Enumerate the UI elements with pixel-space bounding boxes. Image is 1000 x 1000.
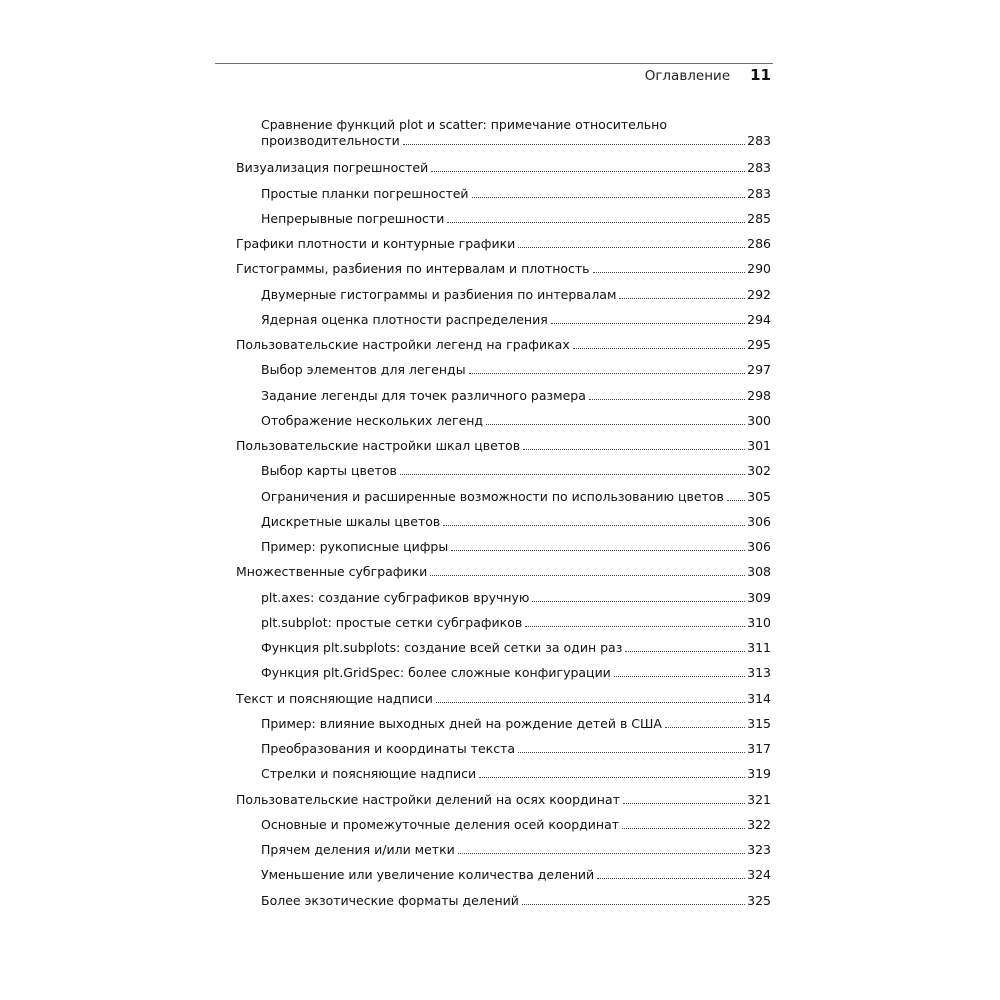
- toc-entry: [236, 665, 771, 681]
- toc-entry-title: plt.subplot: простые сетки субграфиков: [261, 614, 523, 630]
- toc-entry: [236, 564, 771, 580]
- toc-entry-page: 325: [747, 892, 771, 908]
- dot-leader: [403, 144, 745, 145]
- toc-entry-page: 314: [747, 690, 771, 706]
- toc-entry: [236, 741, 771, 757]
- dot-leader: [525, 626, 745, 627]
- toc-entry-title: Выбор элементов для легенды: [261, 362, 466, 378]
- dot-leader: [625, 651, 745, 652]
- toc-entry: [236, 615, 771, 631]
- toc-entry: [236, 312, 771, 328]
- toc-entry: [236, 893, 771, 909]
- dot-leader: [447, 222, 745, 223]
- toc-entry-page: 301: [747, 438, 771, 453]
- header-rule: [215, 63, 773, 64]
- dot-leader: [522, 904, 745, 905]
- toc-entry: [236, 117, 771, 151]
- toc-entry-title: Прячем деления и/или метки: [261, 842, 455, 857]
- dot-leader: [551, 323, 745, 324]
- toc-entry: [236, 160, 771, 176]
- toc-entry-page: 283: [747, 133, 771, 148]
- toc-entry-page: 285: [747, 210, 771, 226]
- page-number: 11: [750, 66, 771, 84]
- toc-entry-title: Задание легенды для точек различного размера: [261, 387, 586, 403]
- toc-entry: [236, 211, 771, 227]
- toc-entry-page: 305: [747, 488, 771, 504]
- toc-entry-title: Выбор карты цветов: [261, 463, 397, 479]
- toc-entry: [236, 817, 771, 833]
- dot-leader: [665, 727, 745, 728]
- toc-entry-title: Непрерывные погрешности: [261, 210, 445, 226]
- toc-entry-page: 302: [747, 463, 771, 479]
- toc-entry-title: Уменьшение или увеличение количества делений: [261, 867, 595, 883]
- toc-entry-title: Двумерные гистограммы и разбиения по интервалам: [261, 286, 617, 302]
- toc-entry-page: 295: [747, 337, 771, 352]
- toc-entry-page: 322: [747, 816, 771, 832]
- toc-entry: [236, 236, 771, 252]
- toc-entry-title: Пример: рукописные цифры: [261, 539, 449, 554]
- toc-entry-title: Ограничения и расширенные возможности по использованию цветов: [261, 488, 724, 504]
- toc-entry-title: Преобразования и координаты текста: [261, 741, 516, 756]
- toc-entry-page: 283: [747, 160, 771, 176]
- toc-entry-page: 323: [747, 842, 771, 857]
- toc-entry: [236, 388, 771, 404]
- dot-leader: [523, 449, 745, 450]
- dot-leader: [597, 878, 745, 879]
- toc-entry: [236, 438, 771, 454]
- toc-entry-title-line2: производительности: [261, 133, 400, 148]
- toc-entry-title-line1: Сравнение функций plot и scatter: примечание относительно: [261, 117, 667, 132]
- running-header-title: Оглавление: [644, 68, 731, 84]
- toc-entry: [236, 716, 771, 732]
- dot-leader: [472, 197, 746, 198]
- toc-entry-title: Визуализация погрешностей: [236, 160, 429, 176]
- dot-leader: [727, 500, 745, 501]
- toc-entry-page: 290: [747, 261, 771, 277]
- toc-entry-title: plt.axes: создание субграфиков вручную: [261, 589, 530, 605]
- toc-entry-page: 294: [747, 311, 771, 327]
- toc-entry-page: 321: [747, 791, 771, 807]
- toc-entry: [236, 539, 771, 555]
- toc-entry: [236, 842, 771, 858]
- toc-entry: [236, 186, 771, 202]
- dot-leader: [469, 373, 746, 374]
- toc-entry-title: Графики плотности и контурные графики: [236, 236, 516, 251]
- dot-leader: [593, 272, 746, 273]
- dot-leader: [443, 525, 745, 526]
- toc-entry-title: Простые планки погрешностей: [261, 185, 469, 201]
- dot-leader: [518, 752, 745, 753]
- running-header: [645, 66, 771, 84]
- toc-entry-title: Гистограммы, разбиения по интервалам и плотность: [236, 261, 590, 277]
- dot-leader: [589, 399, 745, 400]
- toc-entry-page: 283: [747, 185, 771, 201]
- toc-entry-title: Дискретные шкалы цветов: [261, 513, 441, 529]
- toc-entry-page: 317: [747, 741, 771, 756]
- toc-entry: [236, 413, 771, 429]
- toc-entry-title: Ядерная оценка плотности распределения: [261, 311, 548, 327]
- dot-leader: [479, 777, 745, 778]
- toc-entry-title: Текст и поясняющие надписи: [236, 690, 433, 706]
- toc-entry: [236, 337, 771, 353]
- toc-entry-title: Множественные субграфики: [236, 564, 428, 580]
- dot-leader: [622, 828, 745, 829]
- toc-entry: [236, 792, 771, 808]
- toc-entry: [236, 287, 771, 303]
- toc-entry-title: Более экзотические форматы делений: [261, 892, 519, 908]
- toc-entry-title: Пользовательские настройки легенд на графиках: [236, 337, 570, 352]
- toc-entry: [236, 691, 771, 707]
- toc-entry-page: 308: [747, 564, 771, 580]
- dot-leader: [486, 424, 745, 425]
- toc-entry-page: 315: [747, 715, 771, 731]
- toc-entry-page: 298: [747, 387, 771, 403]
- toc-entry: [236, 766, 771, 782]
- toc-entry-page: 313: [747, 665, 771, 681]
- toc-entry-title: Функция plt.subplots: создание всей сетки за один раз: [261, 640, 623, 655]
- dot-leader: [430, 575, 745, 576]
- toc-entry-page: 297: [747, 362, 771, 378]
- toc-entry-page: 306: [747, 539, 771, 554]
- toc-entry: [236, 640, 771, 656]
- table-of-contents: [236, 117, 771, 909]
- toc-entry-page: 306: [747, 513, 771, 529]
- toc-entry-page: 324: [747, 867, 771, 883]
- toc-entry: [236, 362, 771, 378]
- toc-entry-title: Пользовательские настройки шкал цветов: [236, 438, 521, 453]
- dot-leader: [431, 171, 745, 172]
- toc-entry-page: 319: [747, 766, 771, 782]
- dot-leader: [400, 474, 745, 475]
- toc-entry-page: 300: [747, 412, 771, 428]
- toc-entry-page: 311: [747, 640, 771, 655]
- toc-entry: [236, 590, 771, 606]
- dot-leader: [532, 601, 745, 602]
- toc-entry: [236, 867, 771, 883]
- dot-leader: [518, 247, 745, 248]
- dot-leader: [619, 298, 745, 299]
- toc-entry-page: 286: [747, 236, 771, 251]
- toc-entry-title: Стрелки и поясняющие надписи: [261, 766, 477, 782]
- dot-leader: [458, 853, 745, 854]
- toc-entry-page: 310: [747, 614, 771, 630]
- toc-entry-page: 309: [747, 589, 771, 605]
- toc-entry-title: Функция plt.GridSpec: более сложные конфигурации: [261, 665, 611, 681]
- toc-entry-title: Основные и промежуточные деления осей координат: [261, 816, 620, 832]
- dot-leader: [451, 550, 745, 551]
- toc-entry: [236, 489, 771, 505]
- toc-entry: [236, 514, 771, 530]
- toc-entry-title: Отображение нескольких легенд: [261, 412, 484, 428]
- toc-entry: [236, 261, 771, 277]
- toc-entry-title: Пользовательские настройки делений на осях координат: [236, 791, 620, 807]
- dot-leader: [436, 702, 745, 703]
- dot-leader: [614, 676, 745, 677]
- dot-leader: [623, 803, 745, 804]
- toc-entry-title: Пример: влияние выходных дней на рождение детей в США: [261, 715, 662, 731]
- toc-entry: [236, 463, 771, 479]
- dot-leader: [573, 348, 745, 349]
- toc-entry-page: 292: [747, 286, 771, 302]
